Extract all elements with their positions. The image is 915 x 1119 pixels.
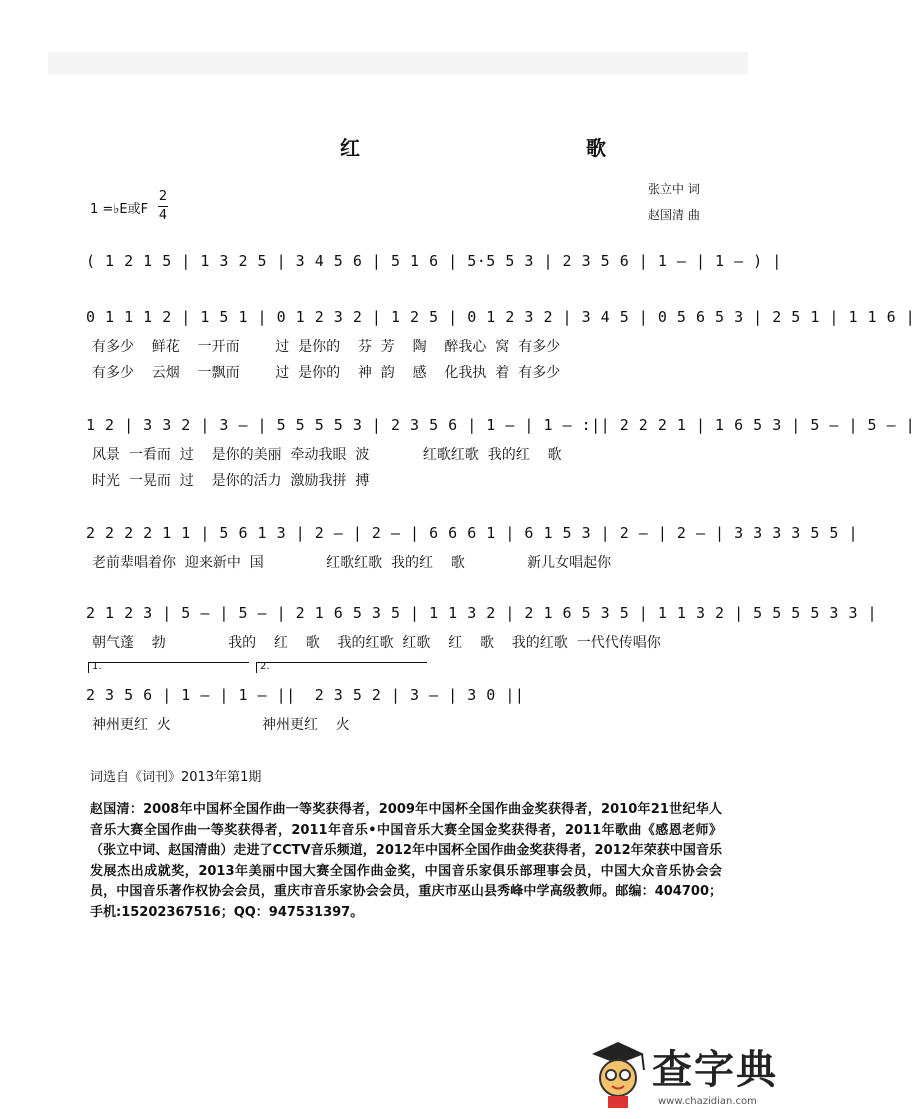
key-signature: 1 =♭E或F: [90, 202, 149, 217]
lyric-line-3-verse-2: 时光 一晃而 过 是你的活力 激励我拼 搏: [92, 473, 370, 489]
watermark-logo: [586, 1032, 786, 1112]
lyric-source-note: 词选自《词刊》2013年第1期: [90, 770, 262, 785]
score-line-2: 0 1 1 1 2 | 1 5 1 | 0 1 2 3 2 | 1 2 5 | 0 1 2 3 2 | 3 4 5 | 0 5 6 5 3 | 2 5 1 | 1 1 6 |: [86, 308, 915, 326]
meter-top: 2: [158, 189, 168, 204]
lyric-line-5: 朝气蓬 勃 我的 红 歌 我的红歌 红歌 红 歌 我的红歌 一代代传唱你: [92, 635, 661, 651]
score-line-3: 1 2 | 3 3 2 | 3 — | 5 5 5 5 3 | 2 3 5 6 | 1 — | 1 — :|| 2 2 2 1 | 1 6 5 3 | 5 — | 5 — |: [86, 416, 915, 434]
score-line-4: 2 2 2 2 1 1 | 5 6 1 3 | 2 — | 2 — | 6 6 6 1 | 6 1 5 3 | 2 — | 2 — | 3 3 3 3 5 5 |: [86, 524, 858, 542]
top-band: [48, 52, 748, 74]
watermark-brand: 查字典: [652, 1046, 778, 1093]
lyric-line-6-second: 神州更红 火: [262, 717, 350, 733]
lyricist-credit: 张立中 词: [648, 182, 700, 196]
mascot-icon: [586, 1032, 650, 1110]
volta-first-ending: [88, 662, 249, 673]
score-line-5: 2 1 2 3 | 5 — | 5 — | 2 1 6 5 3 5 | 1 1 3 2 | 2 1 6 5 3 5 | 1 1 3 2 | 5 5 5 5 3 3 |: [86, 604, 878, 622]
meter-bottom: 4: [158, 208, 168, 223]
composer-credit: 赵国清 曲: [648, 208, 700, 222]
score-line-1: ( 1 2 1 5 | 1 3 2 5 | 3 4 5 6 | 5 1 6 | 5·5 5 3 | 2 3 5 6 | 1 — | 1 — ) |: [86, 252, 782, 270]
lyric-line-4: 老前辈唱着你 迎来新中 国 红歌红歌 我的红 歌 新儿女唱起你: [92, 555, 612, 571]
song-title: 红 歌: [340, 136, 668, 160]
composer-bio: 赵国清：2008年中国杯全国作曲一等奖获得者，2009年中国杯全国作曲金奖获得者，2010年21世纪华人音乐大赛全国作曲一等奖获得者，2011年音乐•中国音乐大赛全国金奖获得者，2011年歌曲《感恩老师》（张立中词、赵国清曲）走进了CCTV音乐频道，2012年中国杯全国作曲金奖获得者，2012年荣获中国音乐发展杰出成就奖，2013年美丽中国大赛全国作曲金奖，中国音乐家俱乐部理事会员，中国大众音乐协会会员，中国音乐著作权协会会员，重庆市音乐家协会会员，重庆市巫山县秀峰中学高级教师。邮编：404700；手机:15202367516；QQ：947531397。: [90, 802, 722, 920]
score-line-6: 2 3 5 6 | 1 — | 1 — || 2 3 5 2 | 3 — | 3 0 ||: [86, 686, 525, 704]
volta-second-ending: [256, 662, 427, 673]
lyric-line-2-verse-1: 有多少 鲜花 一开而 过 是你的 芬 芳 陶 醉我心 窝 有多少: [92, 339, 561, 355]
lyric-line-2-verse-2: 有多少 云烟 一飘而 过 是你的 神 韵 感 化我执 着 有多少: [92, 365, 561, 381]
volta-second-label: 2.: [260, 661, 270, 672]
time-signature: [158, 188, 168, 225]
volta-first-label: 1.: [92, 661, 102, 672]
lyric-line-3-verse-1: 风景 一看而 过 是你的美丽 牵动我眼 波 红歌红歌 我的红 歌: [92, 447, 562, 463]
lyric-line-6-first: 神州更红 火: [92, 717, 171, 733]
watermark-url: www.chazidian.com: [658, 1096, 757, 1107]
